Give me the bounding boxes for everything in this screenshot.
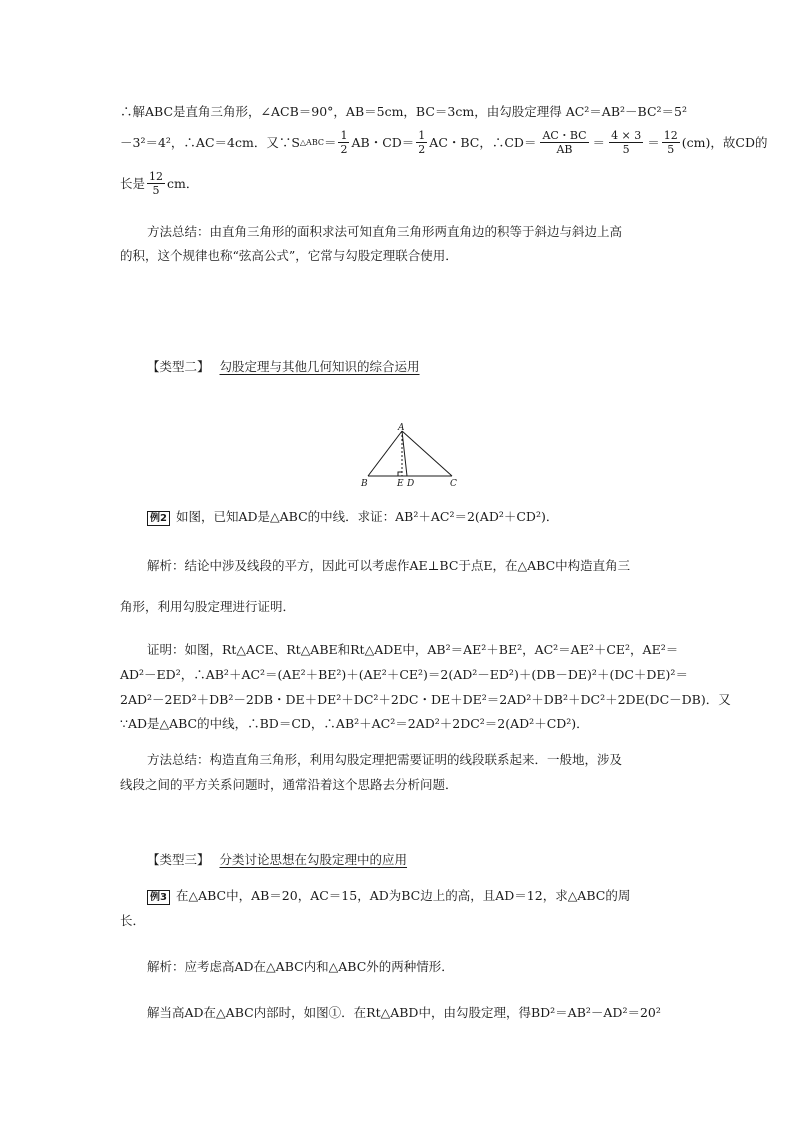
example-3-line-2: 长． — [120, 913, 146, 928]
summary2-line-2: 线段之间的平方关系问题时，通常沿着这个思路去分析问题． — [120, 777, 458, 792]
section-title: 勾股定理与其他几何知识的综合运用 — [219, 359, 420, 374]
fraction-half: $\frac{1}{2}$ — [418, 128, 426, 156]
solution-text: 长是 — [120, 176, 146, 191]
example-2 — [147, 507, 558, 526]
fraction-12-over-5: $\frac{12}{5}$ — [149, 169, 164, 197]
analysis-line-1: 解析：结论中涉及线段的平方，因此可以考虑作AE⊥BC于点E，在△ABC中构造直角三 — [147, 558, 631, 573]
summary-line-2: 的积，这个规律也称“弦高公式”，它常与勾股定理联合使用． — [120, 248, 458, 263]
section-heading-type-3 — [147, 850, 407, 868]
label-c: C — [450, 479, 457, 489]
analysis3: 解析：应考虑高AD在△ABC内和△ABC外的两种情形． — [147, 959, 454, 974]
summary2-line-1: 方法总结：构造直角三角形，利用勾股定理把需要证明的线段联系起来．一般地，涉及 — [147, 752, 623, 767]
subscript-text: △ABC — [299, 137, 324, 147]
solution-text: cm． — [167, 176, 199, 191]
label-a: A — [398, 423, 405, 433]
fraction-half: $\frac{1}{2}$ — [340, 128, 348, 156]
side-ac — [402, 431, 452, 476]
fraction-12-over-5: $\frac{12}{5}$ — [663, 128, 678, 156]
solution-text: AB・CD＝ — [351, 135, 415, 150]
solution-line-1: ∴解ABC是直角三角形，∠ACB＝90°，AB＝5cm，BC＝3cm，由勾股定理得 AC²＝AB²－BC²＝5² — [120, 104, 687, 119]
proof-line-3: 2AD²－2ED²＋DB²－2DB・DE＋DE²＋DC²＋2DC・DE＋DE²＝2AD²＋DB²＋DC²＋2DE(DC－DB)．又 — [120, 692, 731, 707]
median-ad — [402, 431, 407, 476]
label-e: E — [397, 479, 404, 489]
example-text: 如图，已知AD是△ABC的中线．求证：AB²＋AC²＝2(AD²＋CD²)． — [175, 509, 559, 524]
right-angle-mark — [398, 472, 402, 476]
solution-line-3 — [120, 166, 198, 200]
example-badge: 例3 — [147, 890, 170, 905]
fraction-4x3-over-5: $\frac{4 \times 3}{5}$ — [611, 128, 642, 156]
proof-line-4: ∵AD是△ABC的中线，∴BD＝CD，∴AB²＋AC²＝2AD²＋2DC²＝2(AD²＋CD²)． — [120, 716, 589, 731]
triangle-figure — [355, 422, 470, 490]
side-ab — [368, 431, 402, 476]
example-text: 在△ABC中，AB＝20，AC＝15，AD为BC边上的高，且AD＝12，求△ABC的周 — [175, 888, 631, 903]
solution-text: AC・BC，∴CD＝ — [429, 135, 537, 150]
proof-line-2: AD²－ED²，∴AB²＋AC²＝(AE²＋BE²)＋(AE²＋CE²)＝2(AD²－ED²)＋(DB－DE)²＋(DC＋DE)²＝ — [120, 667, 688, 682]
section-title: 分类讨论思想在勾股定理中的应用 — [219, 852, 408, 867]
label-b: B — [361, 479, 368, 489]
summary-line-1: 方法总结：由直角三角形的面积求法可知直角三角形两直角边的积等于斜边与斜边上高 — [147, 224, 623, 239]
analysis-line-2: 角形，利用勾股定理进行证明． — [120, 599, 296, 614]
section-heading-type-2 — [147, 357, 420, 375]
example-3 — [147, 886, 630, 905]
example-badge: 例2 — [147, 511, 170, 526]
solution-text: －3²＝4²，∴AC＝4cm．又∵S — [120, 135, 300, 150]
solution-text: (cm)，故CD的 — [681, 135, 768, 150]
solution3-line-1: 解当高AD在△ABC内部时，如图①．在Rt△ABD中，由勾股定理，得BD²＝AB²－AD²＝20² — [147, 1005, 661, 1020]
label-d: D — [407, 479, 415, 489]
fraction-ac-bc-over-ab: $\frac{AC・BC}{AB}$ — [542, 128, 587, 156]
section-tag: 【类型三】 — [147, 852, 210, 867]
equals-sign: ＝ — [323, 135, 337, 150]
section-tag: 【类型二】 — [147, 359, 210, 374]
proof-line-1: 证明：如图，Rt△ACE、Rt△ABE和Rt△ADE中，AB²＝AE²＋BE²，AC²＝AE²＋CE²，AE²＝ — [147, 642, 679, 657]
solution-line-2: －3²＝4²，∴AC＝4cm．又∵S △ABC ＝ $\frac{1}{2}$ AB・CD＝ $\frac{1}{2}$ AC・BC，∴CD＝ $\frac{AC・BC}{AB}$ ＝ $\frac{4 \times 3}{5}$ ＝ $\frac{12}{5}$ (cm)，故CD的 — [120, 128, 768, 156]
